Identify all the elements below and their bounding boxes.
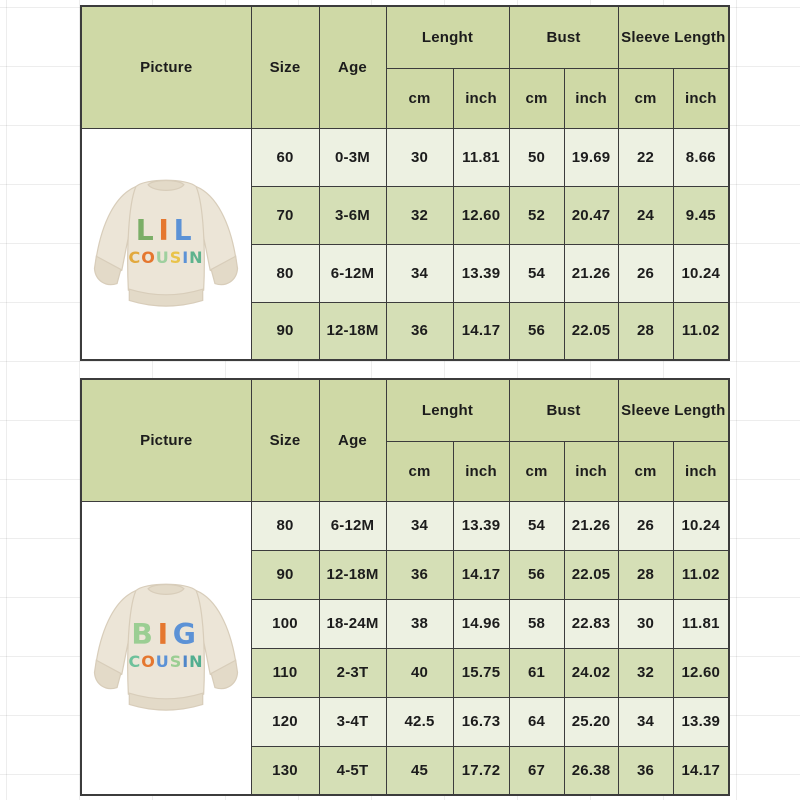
header-age: Age — [319, 6, 386, 128]
size-chart-table-lil-cousin — [80, 5, 730, 361]
length-inch-cell: 14.96 — [453, 599, 509, 648]
table-body — [81, 128, 729, 360]
size-cell: 90 — [251, 302, 319, 360]
size-cell: 70 — [251, 186, 319, 244]
sleeve-cm-cell: 30 — [618, 599, 673, 648]
header-age: Age — [319, 379, 386, 501]
sleeve-cm-cell: 34 — [618, 697, 673, 746]
age-cell: 4-5T — [319, 746, 386, 795]
length-cm-cell: 45 — [386, 746, 453, 795]
length-inch-cell: 12.60 — [453, 186, 509, 244]
header-lenght-inch: inch — [453, 68, 509, 128]
sleeve-inch-cell: 9.45 — [673, 186, 729, 244]
sleeve-inch-cell: 10.24 — [673, 244, 729, 302]
header-sleeve-inch: inch — [673, 441, 729, 501]
header-lenght-cm: cm — [386, 441, 453, 501]
table-row — [81, 128, 729, 186]
age-cell: 12-18M — [319, 550, 386, 599]
header-sleeve-length: Sleeve Length — [618, 6, 729, 68]
shirt-text-line2: COUSIN — [128, 247, 204, 267]
bust-cm-cell: 67 — [509, 746, 564, 795]
bust-cm-cell: 50 — [509, 128, 564, 186]
length-inch-cell: 13.39 — [453, 244, 509, 302]
header-bust-cm: cm — [509, 68, 564, 128]
table-row — [81, 501, 729, 550]
length-inch-cell: 15.75 — [453, 648, 509, 697]
sleeve-inch-cell: 10.24 — [673, 501, 729, 550]
length-inch-cell: 13.39 — [453, 501, 509, 550]
sleeve-cm-cell: 24 — [618, 186, 673, 244]
header-picture: Picture — [81, 6, 251, 128]
sleeve-inch-cell: 12.60 — [673, 648, 729, 697]
size-cell: 100 — [251, 599, 319, 648]
size-cell: 130 — [251, 746, 319, 795]
bust-inch-cell: 24.02 — [564, 648, 618, 697]
header-bust: Bust — [509, 6, 618, 68]
header-sleeve-cm: cm — [618, 441, 673, 501]
length-cm-cell: 36 — [386, 302, 453, 360]
size-cell: 80 — [251, 244, 319, 302]
bust-cm-cell: 56 — [509, 302, 564, 360]
bust-inch-cell: 22.05 — [564, 550, 618, 599]
header-lenght-inch: inch — [453, 441, 509, 501]
header-size: Size — [251, 379, 319, 501]
header-picture: Picture — [81, 379, 251, 501]
table-body — [81, 501, 729, 795]
age-cell: 6-12M — [319, 501, 386, 550]
header-size: Size — [251, 6, 319, 128]
size-cell: 60 — [251, 128, 319, 186]
size-cell: 80 — [251, 501, 319, 550]
shirt-collar — [148, 180, 184, 190]
header-bust-cm: cm — [509, 441, 564, 501]
header-lenght-cm: cm — [386, 68, 453, 128]
length-cm-cell: 34 — [386, 244, 453, 302]
size-cell: 90 — [251, 550, 319, 599]
bust-cm-cell: 58 — [509, 599, 564, 648]
length-cm-cell: 38 — [386, 599, 453, 648]
sleeve-cm-cell: 26 — [618, 501, 673, 550]
length-cm-cell: 34 — [386, 501, 453, 550]
age-cell: 2-3T — [319, 648, 386, 697]
length-inch-cell: 11.81 — [453, 128, 509, 186]
shirt-text-line2: COUSIN — [128, 651, 204, 671]
age-cell: 3-4T — [319, 697, 386, 746]
table-header — [81, 6, 729, 128]
sweatshirt-illustration — [86, 155, 246, 333]
lil-cousin-sweatshirt-image — [82, 155, 251, 333]
bust-cm-cell: 52 — [509, 186, 564, 244]
sleeve-cm-cell: 28 — [618, 302, 673, 360]
length-inch-cell: 14.17 — [453, 302, 509, 360]
bust-cm-cell: 64 — [509, 697, 564, 746]
age-cell: 18-24M — [319, 599, 386, 648]
age-cell: 3-6M — [319, 186, 386, 244]
bust-cm-cell: 56 — [509, 550, 564, 599]
bust-cm-cell: 54 — [509, 244, 564, 302]
header-sleeve-inch: inch — [673, 68, 729, 128]
size-cell: 120 — [251, 697, 319, 746]
picture-cell — [81, 501, 251, 795]
header-sleeve-cm: cm — [618, 68, 673, 128]
bust-inch-cell: 20.47 — [564, 186, 618, 244]
length-inch-cell: 17.72 — [453, 746, 509, 795]
age-cell: 0-3M — [319, 128, 386, 186]
bust-inch-cell: 21.26 — [564, 244, 618, 302]
header-lenght: Lenght — [386, 379, 509, 441]
length-inch-cell: 16.73 — [453, 697, 509, 746]
age-cell: 6-12M — [319, 244, 386, 302]
sleeve-cm-cell: 26 — [618, 244, 673, 302]
sleeve-inch-cell: 11.81 — [673, 599, 729, 648]
length-cm-cell: 36 — [386, 550, 453, 599]
sleeve-inch-cell: 14.17 — [673, 746, 729, 795]
bust-inch-cell: 25.20 — [564, 697, 618, 746]
age-cell: 12-18M — [319, 302, 386, 360]
header-lenght: Lenght — [386, 6, 509, 68]
bust-inch-cell: 26.38 — [564, 746, 618, 795]
header-sleeve-length: Sleeve Length — [618, 379, 729, 441]
size-chart-table-big-cousin — [80, 378, 730, 796]
sleeve-cm-cell: 32 — [618, 648, 673, 697]
sleeve-cm-cell: 36 — [618, 746, 673, 795]
bust-inch-cell: 21.26 — [564, 501, 618, 550]
header-bust: Bust — [509, 379, 618, 441]
header-bust-inch: inch — [564, 68, 618, 128]
big-cousin-sweatshirt-image — [82, 559, 251, 737]
bust-cm-cell: 61 — [509, 648, 564, 697]
bust-inch-cell: 22.05 — [564, 302, 618, 360]
shirt-text-line1: LIL — [135, 213, 197, 247]
length-cm-cell: 32 — [386, 186, 453, 244]
size-cell: 110 — [251, 648, 319, 697]
length-cm-cell: 30 — [386, 128, 453, 186]
table-header — [81, 379, 729, 501]
length-cm-cell: 40 — [386, 648, 453, 697]
bust-inch-cell: 22.83 — [564, 599, 618, 648]
sweatshirt-illustration — [86, 559, 246, 737]
header-bust-inch: inch — [564, 441, 618, 501]
bust-cm-cell: 54 — [509, 501, 564, 550]
sleeve-inch-cell: 13.39 — [673, 697, 729, 746]
bust-inch-cell: 19.69 — [564, 128, 618, 186]
sleeve-inch-cell: 11.02 — [673, 302, 729, 360]
sleeve-inch-cell: 8.66 — [673, 128, 729, 186]
length-cm-cell: 42.5 — [386, 697, 453, 746]
length-inch-cell: 14.17 — [453, 550, 509, 599]
shirt-collar — [148, 584, 184, 594]
sleeve-cm-cell: 28 — [618, 550, 673, 599]
sleeve-inch-cell: 11.02 — [673, 550, 729, 599]
shirt-text-line1: BIG — [131, 617, 201, 651]
sleeve-cm-cell: 22 — [618, 128, 673, 186]
picture-cell — [81, 128, 251, 360]
